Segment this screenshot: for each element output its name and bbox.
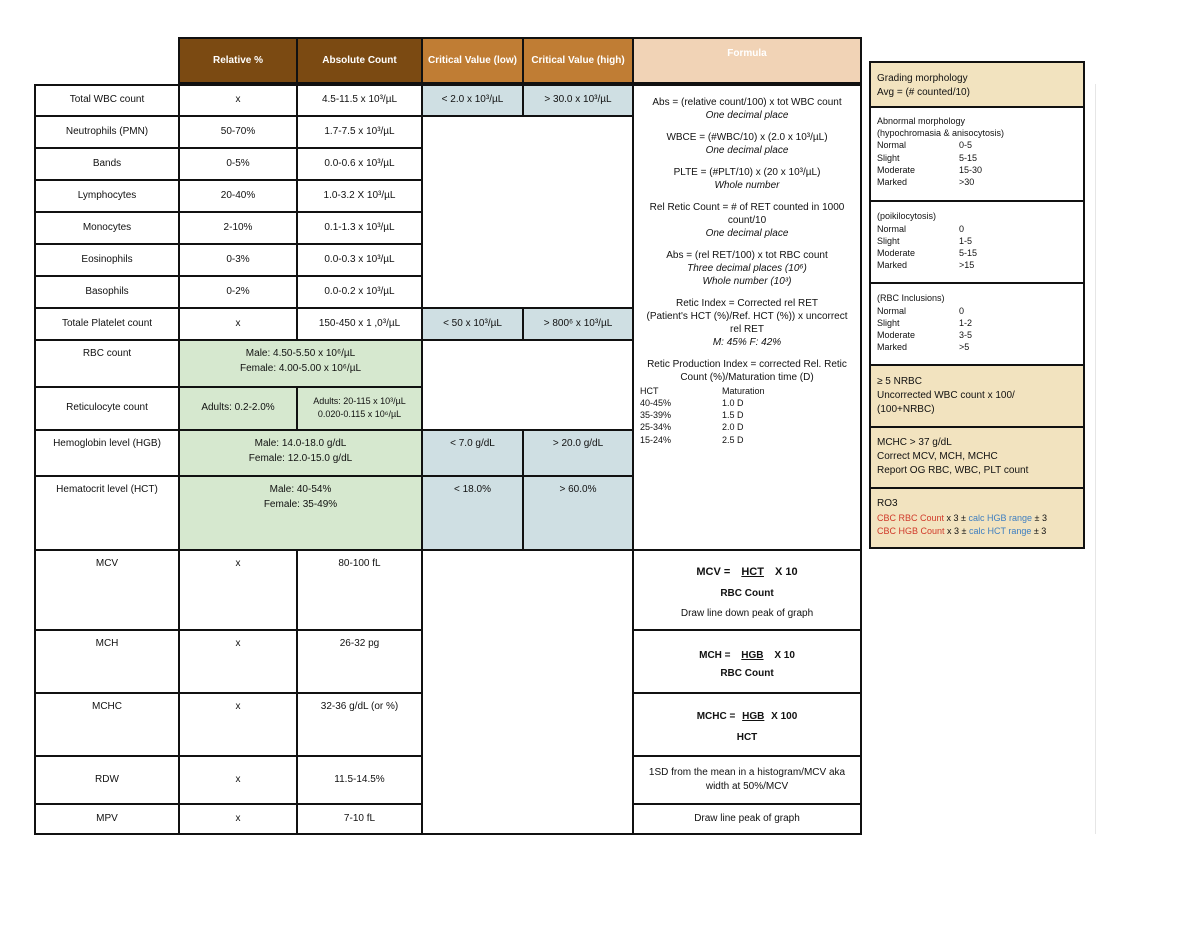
range-female: Female: 4.00-5.00 x 10⁶/µL bbox=[239, 362, 362, 374]
row-combined-range bbox=[178, 475, 423, 551]
grade-range: 5-15 bbox=[959, 247, 978, 258]
formula-rel-retic-text: Rel Retic Count = # of RET counted in 1000 count/10 bbox=[649, 202, 845, 226]
grade-row bbox=[877, 259, 1077, 271]
rpi-table-head bbox=[640, 385, 854, 397]
formula-plte-note: Whole number bbox=[714, 180, 780, 191]
grade-row bbox=[877, 223, 1077, 235]
grade-range: 1-5 bbox=[959, 235, 973, 246]
row-label-lymphocytes: Lymphocytes bbox=[34, 179, 180, 213]
range-female: Female: 12.0-15.0 g/dL bbox=[248, 452, 353, 464]
formula-mchc bbox=[632, 692, 862, 757]
ro3-line-1 bbox=[877, 512, 1077, 525]
row-absolute: 1.7-7.5 x 10³/µL bbox=[296, 115, 423, 149]
grade-row bbox=[877, 235, 1077, 247]
poikilocytosis-box bbox=[869, 200, 1085, 284]
grade-range: 0 bbox=[959, 223, 965, 234]
row-absolute: 32-36 g/dL (or %) bbox=[296, 692, 423, 757]
formula-mchc-mult: X 100 bbox=[771, 711, 798, 722]
row-absolute: 26-32 pg bbox=[296, 629, 423, 694]
grade-range: >15 bbox=[959, 260, 975, 271]
grade-label: Moderate bbox=[877, 247, 916, 258]
grade-range: >30 bbox=[959, 176, 975, 187]
grade-range: 1-2 bbox=[959, 317, 973, 328]
mchc-high-action: Correct MCV, MCH, MCHC bbox=[877, 451, 998, 462]
grade-row bbox=[877, 329, 1077, 341]
ro3-op: x 3 ± bbox=[944, 525, 969, 536]
rpi-hct: 40-45% bbox=[640, 398, 672, 409]
rpi-table bbox=[640, 385, 854, 446]
row-label-mch: MCH bbox=[34, 629, 180, 694]
nrbc-title: ≥ 5 NRBC bbox=[877, 376, 922, 387]
nrbc-formula-denominator: (100+NRBC) bbox=[877, 404, 935, 415]
formula-rdw: 1SD from the mean in a histogram/MCV aka width at 50%/MCV bbox=[632, 755, 862, 805]
row-relative: 0-2% bbox=[178, 275, 298, 309]
row-relative: 2-10% bbox=[178, 211, 298, 245]
row-label-rdw: RDW bbox=[34, 755, 180, 805]
row-absolute: 11.5-14.5% bbox=[296, 755, 423, 805]
rpi-maturation: 2.5 D bbox=[722, 434, 744, 445]
row-label-platelet: Totale Platelet count bbox=[34, 307, 180, 341]
header-relative: Relative % bbox=[178, 37, 298, 84]
formula-mchc-num: HGB bbox=[742, 711, 765, 722]
ro3-title: RO3 bbox=[877, 498, 898, 509]
formula-mcv-eq bbox=[634, 565, 860, 581]
row-critical-high: > 20.0 g/dL bbox=[522, 429, 634, 477]
grade-range: 15-30 bbox=[959, 164, 983, 175]
rpi-hct: 15-24% bbox=[640, 434, 672, 445]
formula-mchc-den: HCT bbox=[736, 731, 758, 743]
rpi-head-maturation: Maturation bbox=[722, 386, 765, 396]
formula-retic-index-text2: (Patient's HCT (%)/Ref. HCT (%)) x uncorrect rel RET bbox=[646, 311, 848, 335]
grade-row bbox=[877, 176, 1077, 188]
row-relative: x bbox=[178, 307, 298, 341]
formula-retic-index-text: Retic Index = Corrected rel RET bbox=[676, 298, 818, 309]
row-label-hgb: Hemoglobin level (HGB) bbox=[34, 429, 180, 477]
formula-rel-retic bbox=[640, 201, 854, 240]
rpi-head-hct: HCT bbox=[640, 386, 659, 396]
formula-abs-text: Abs = (relative count/100) x tot WBC count bbox=[652, 97, 842, 108]
critical-empty-block bbox=[421, 549, 634, 835]
ro3-cbc-rbc: CBC RBC Count bbox=[877, 512, 945, 523]
formula-mch-lhs: MCH = bbox=[699, 650, 731, 661]
row-label-hct: Hematocrit level (HCT) bbox=[34, 475, 180, 551]
row-relative: x bbox=[178, 629, 298, 694]
grade-label: Marked bbox=[877, 176, 908, 187]
formula-wbce bbox=[640, 131, 854, 157]
row-critical-low: < 2.0 x 10³/µL bbox=[421, 84, 524, 117]
grade-row bbox=[877, 341, 1077, 353]
grade-row bbox=[877, 152, 1077, 164]
formula-abs-note: One decimal place bbox=[705, 110, 789, 121]
formula-mcv-lhs: MCV = bbox=[696, 566, 731, 578]
grade-label: Marked bbox=[877, 260, 908, 271]
row-absolute: 150-450 x 1 ,0³/µL bbox=[296, 307, 423, 341]
formula-mchc-lhs: MCHC = bbox=[696, 711, 736, 722]
row-label-mcv: MCV bbox=[34, 549, 180, 631]
formula-rpi-text: Retic Production Index = corrected Rel. Retic Count (%)/Maturation time (D) bbox=[647, 359, 847, 383]
row-critical-low: < 7.0 g/dL bbox=[421, 429, 524, 477]
formula-wbce-text: WBCE = (#WBC/10) x (2.0 x 10³/µL) bbox=[666, 132, 828, 143]
grade-range: 0-5 bbox=[959, 140, 973, 151]
row-absolute: 1.0-3.2 X 10³/µL bbox=[296, 179, 423, 213]
ro3-calc-hgb: calc HGB range bbox=[968, 512, 1033, 523]
row-label-basophils: Basophils bbox=[34, 275, 180, 309]
ro3-calc-hct: calc HCT range bbox=[968, 525, 1032, 536]
rule-of-three-box bbox=[869, 487, 1085, 549]
ro3-cbc-hgb: CBC HGB Count bbox=[877, 525, 945, 536]
grade-label: Slight bbox=[877, 235, 900, 246]
formula-mcv-mult: X 10 bbox=[775, 566, 798, 578]
inclusions-title: (RBC Inclusions) bbox=[877, 293, 945, 303]
grade-range: 5-15 bbox=[959, 152, 978, 163]
grade-label: Normal bbox=[877, 223, 907, 234]
range-female: Female: 35-49% bbox=[263, 498, 338, 510]
rpi-hct: 35-39% bbox=[640, 410, 672, 421]
header-critical-high: Critical Value (high) bbox=[522, 37, 634, 84]
rpi-maturation: 2.0 D bbox=[722, 422, 744, 433]
grade-label: Normal bbox=[877, 305, 907, 316]
critical-empty-block bbox=[421, 339, 634, 431]
grade-label: Normal bbox=[877, 140, 907, 151]
row-label-rbc-count: RBC count bbox=[34, 339, 180, 388]
formula-mchc-eq bbox=[634, 710, 860, 725]
abnormal-subtitle: (hypochromasia & anisocytosis) bbox=[877, 127, 1005, 138]
grade-row bbox=[877, 139, 1077, 151]
rpi-table-row bbox=[640, 421, 854, 433]
formula-mcv-note: Draw line down peak of graph bbox=[680, 608, 814, 620]
abnormal-morphology-box bbox=[869, 106, 1085, 202]
ro3-line-2 bbox=[877, 525, 1077, 538]
rpi-table-row bbox=[640, 397, 854, 409]
rpi-table-row bbox=[640, 434, 854, 446]
formula-mch-eq bbox=[634, 649, 860, 664]
row-absolute: 0.1-1.3 x 10³/µL bbox=[296, 211, 423, 245]
row-relative: 0-5% bbox=[178, 147, 298, 181]
critical-empty-block bbox=[421, 115, 634, 309]
row-label-mpv: MPV bbox=[34, 803, 180, 835]
range-male: Male: 40-54% bbox=[269, 484, 332, 495]
formula-rel-retic-note: One decimal place bbox=[705, 228, 789, 239]
grade-label: Marked bbox=[877, 342, 908, 353]
formula-rpi bbox=[640, 358, 854, 446]
row-relative: x bbox=[178, 692, 298, 757]
rpi-hct: 25-34% bbox=[640, 422, 672, 433]
row-label-reticulocyte: Reticulocyte count bbox=[34, 386, 180, 431]
formula-wbce-note: One decimal place bbox=[705, 145, 789, 156]
row-label-neutrophils: Neutrophils (PMN) bbox=[34, 115, 180, 149]
rpi-maturation: 1.0 D bbox=[722, 398, 744, 409]
range-male: Male: 4.50-5.50 x 10⁶/µL bbox=[245, 348, 356, 359]
formula-abs-ret-note2: Whole number (10³) bbox=[702, 276, 792, 287]
row-absolute: 4.5-11.5 x 10³/µL bbox=[296, 84, 423, 117]
grade-row bbox=[877, 164, 1077, 176]
retic-abs-line1: Adults: 20-115 x 10³/µL bbox=[313, 396, 406, 406]
mchc-high-report: Report OG RBC, WBC, PLT count bbox=[877, 465, 1029, 476]
grade-row bbox=[877, 305, 1077, 317]
grade-range: 3-5 bbox=[959, 329, 973, 340]
grading-formula: Avg = (# counted/10) bbox=[877, 86, 970, 98]
nrbc-box bbox=[869, 364, 1085, 428]
formula-abs-ret bbox=[640, 249, 854, 288]
row-absolute bbox=[296, 386, 423, 431]
ro3-tolerance: ± 3 bbox=[1031, 525, 1047, 536]
row-critical-low: < 18.0% bbox=[421, 475, 524, 551]
row-absolute: 0.0-0.3 x 10³/µL bbox=[296, 243, 423, 277]
grade-label: Moderate bbox=[877, 329, 916, 340]
formula-panel bbox=[632, 84, 862, 551]
grade-row bbox=[877, 247, 1077, 259]
row-relative: x bbox=[178, 755, 298, 805]
formula-mch bbox=[632, 629, 862, 694]
page-edge-divider bbox=[1095, 84, 1096, 834]
rpi-maturation: 1.5 D bbox=[722, 410, 744, 421]
formula-mcv-den: RBC Count bbox=[720, 587, 774, 599]
row-relative: 20-40% bbox=[178, 179, 298, 213]
nrbc-formula: Uncorrected WBC count x 100/ bbox=[877, 390, 1015, 401]
header-critical-low: Critical Value (low) bbox=[421, 37, 524, 84]
formula-mpv: Draw line peak of graph bbox=[632, 803, 862, 835]
row-absolute: 7-10 fL bbox=[296, 803, 423, 835]
row-critical-high: > 800⁶ x 10³/µL bbox=[522, 307, 634, 341]
row-absolute: 0.0-0.2 x 10³/µL bbox=[296, 275, 423, 309]
poikilocytosis-title: (poikilocytosis) bbox=[877, 211, 937, 221]
formula-abs bbox=[640, 96, 854, 122]
header-absolute: Absolute Count bbox=[296, 37, 423, 84]
row-label-mchc: MCHC bbox=[34, 692, 180, 757]
formula-mcv-num: HCT bbox=[741, 566, 764, 578]
formula-abs-ret-text: Abs = (rel RET/100) x tot RBC count bbox=[666, 250, 828, 261]
row-relative: Adults: 0.2-2.0% bbox=[178, 386, 298, 431]
formula-mcv bbox=[632, 549, 862, 631]
mchc-high-box bbox=[869, 426, 1085, 489]
row-critical-low: < 50 x 10³/µL bbox=[421, 307, 524, 341]
rbc-inclusions-box bbox=[869, 282, 1085, 366]
row-critical-high: > 60.0% bbox=[522, 475, 634, 551]
range-male: Male: 14.0-18.0 g/dL bbox=[254, 438, 347, 449]
grade-label: Moderate bbox=[877, 164, 916, 175]
row-label-total-wbc: Total WBC count bbox=[34, 84, 180, 117]
abnormal-title: Abnormal morphology bbox=[877, 116, 966, 126]
header-formula: Formula bbox=[632, 37, 862, 84]
row-label-monocytes: Monocytes bbox=[34, 211, 180, 245]
formula-abs-ret-note: Three decimal places (10⁶) bbox=[687, 263, 807, 274]
grade-row bbox=[877, 317, 1077, 329]
grading-title: Grading morphology bbox=[877, 73, 968, 84]
formula-plte bbox=[640, 166, 854, 192]
grading-morphology-box bbox=[869, 61, 1085, 108]
formula-mch-num: HGB bbox=[741, 650, 764, 661]
row-combined-range bbox=[178, 429, 423, 477]
row-label-bands: Bands bbox=[34, 147, 180, 181]
grade-label: Slight bbox=[877, 317, 900, 328]
grade-range: >5 bbox=[959, 342, 970, 353]
retic-abs-line2: 0.020-0.115 x 10⁶/µL bbox=[317, 408, 402, 419]
formula-retic-index-ref: M: 45% F: 42% bbox=[712, 337, 782, 348]
mchc-high-title: MCHC > 37 g/dL bbox=[877, 437, 952, 448]
row-relative: 50-70% bbox=[178, 115, 298, 149]
row-relative: x bbox=[178, 84, 298, 117]
row-relative: x bbox=[178, 549, 298, 631]
formula-retic-index bbox=[640, 297, 854, 349]
formula-mch-den: RBC Count bbox=[720, 667, 774, 679]
rpi-table-row bbox=[640, 409, 854, 421]
row-critical-high: > 30.0 x 10³/µL bbox=[522, 84, 634, 117]
row-relative: 0-3% bbox=[178, 243, 298, 277]
grade-range: 0 bbox=[959, 305, 965, 316]
row-combined-range bbox=[178, 339, 423, 388]
ro3-tolerance: ± 3 bbox=[1032, 512, 1047, 523]
formula-mch-mult: X 10 bbox=[774, 650, 795, 661]
grade-label: Slight bbox=[877, 152, 900, 163]
row-label-eosinophils: Eosinophils bbox=[34, 243, 180, 277]
row-absolute: 80-100 fL bbox=[296, 549, 423, 631]
row-absolute: 0.0-0.6 x 10³/µL bbox=[296, 147, 423, 181]
ro3-op: x 3 ± bbox=[944, 512, 969, 523]
formula-plte-text: PLTE = (#PLT/10) x (20 x 10³/µL) bbox=[673, 167, 821, 178]
row-relative: x bbox=[178, 803, 298, 835]
